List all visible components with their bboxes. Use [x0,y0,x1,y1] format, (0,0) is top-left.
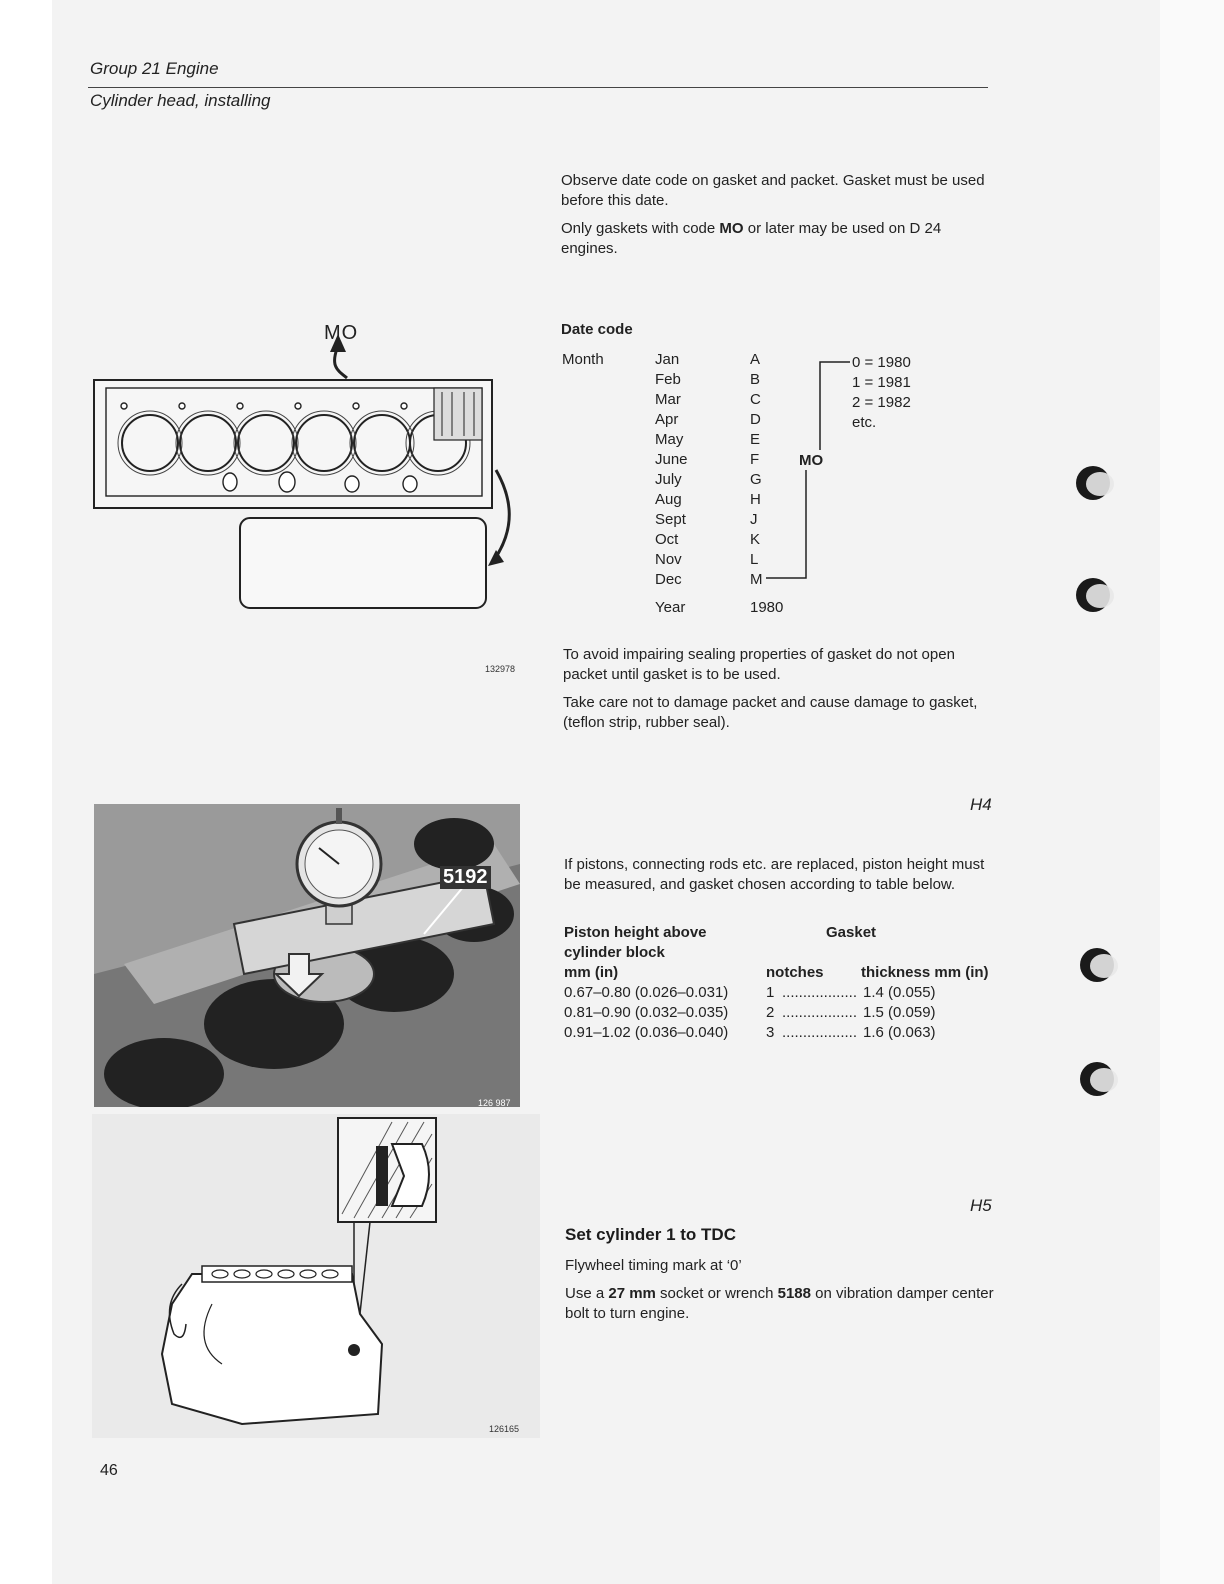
month-name: Oct [655,531,679,548]
figure-number: 126165 [489,1424,520,1434]
date-code-heading: Date code [561,321,633,338]
h5-paragraph-2: Use a 27 mm socket or wrench 5188 on vibration damper center bolt to turn engine. [565,1285,994,1322]
page-number: 46 [100,1462,118,1479]
header-rule [88,87,988,88]
month-name: June [655,451,688,468]
year-value: 1980 [750,599,784,616]
month-code: L [750,551,759,568]
month-name: Feb [655,371,681,388]
engine-tdc-figure [92,1114,540,1438]
month-name: July [655,471,682,488]
header-section: Cylinder head, installing [90,91,271,110]
month-code: G [750,471,762,488]
table-row-height: 0.67–0.80 (0.026–0.031) [564,984,729,1001]
month-name: May [655,431,684,448]
packet-paragraph-1: To avoid impairing sealing properties of gasket do not open packet until gasket is to be used. [563,646,955,683]
table-row-height: 0.91–1.02 (0.036–0.040) [564,1024,729,1041]
dial-gauge-illustration [94,804,520,1107]
table-row-leader: .................. [782,1024,858,1041]
intro-paragraph-2: Only gaskets with code MO or later may be used on D 24 engines. [561,220,942,257]
binder-hole [1080,1062,1114,1096]
tool-number-label: 5192 [440,866,491,889]
gasket-code-mo: MO [719,220,744,237]
binder-hole [1076,578,1110,612]
month-name: Dec [655,571,682,588]
step-label-h5: H5 [970,1196,992,1215]
figure-number: 132978 [485,664,516,674]
example-code: MO [799,452,824,469]
month-name: Nov [655,551,682,568]
table-row-thickness: 1.5 (0.059) [863,1004,936,1021]
month-name: Aug [655,491,682,508]
scan-margin-left [0,0,52,1584]
table-row-notches: 3 [766,1024,775,1041]
month-code: M [750,571,763,588]
packet-paragraph-2: Take care not to damage packet and cause damage to gasket, (teflon strip, rubber seal). [563,694,978,731]
step-label-h4: H4 [970,795,992,814]
year-code-0: 0 = 1980 [852,354,911,371]
table-row-notches: 2 [766,1004,775,1021]
month-code: E [750,431,761,448]
table-row-leader: .................. [782,1004,858,1021]
month-code: C [750,391,761,408]
table-row-leader: .................. [782,984,858,1001]
month-code: K [750,531,761,548]
year-label: Year [655,599,686,616]
date-code-connector-lines [760,360,850,585]
month-name: Jan [655,351,680,368]
month-code: J [750,511,758,528]
gasket-figure [92,318,522,678]
h5-heading: Set cylinder 1 to TDC [565,1225,736,1244]
month-name: Sept [655,511,686,528]
engine-drawing [92,1114,540,1438]
intro-paragraph-1: Observe date code on gasket and packet. Gasket must be used before this date. [561,172,985,209]
binder-hole [1076,466,1110,500]
dial-gauge-photo [94,804,520,1107]
table-row-notches: 1 [766,984,775,1001]
month-name: Apr [655,411,679,428]
date-code-callout: MO [324,322,359,344]
year-code-etc: etc. [852,414,877,431]
binder-hole [1080,948,1114,982]
month-code: B [750,371,761,388]
h4-paragraph: If pistons, connecting rods etc. are replaced, piston height must be measured, and gasket chosen according to table below. [564,856,985,893]
figure-number: 126 987 [478,1098,511,1108]
scan-margin-right [1160,0,1224,1584]
table-col-notches: notches [766,964,824,981]
month-code: H [750,491,761,508]
table-head-piston-1: Piston height above [564,924,707,941]
table-head-gasket: Gasket [826,924,877,941]
header-group: Group 21 Engine [90,59,219,78]
table-col-mm: mm (in) [564,964,619,981]
table-col-thickness: thickness mm (in) [861,964,989,981]
gasket-table [564,983,1004,1043]
h5-paragraph-1: Flywheel timing mark at ‘0’ [565,1257,742,1274]
month-code: D [750,411,761,428]
table-row-thickness: 1.6 (0.063) [863,1024,936,1041]
month-code: F [750,451,760,468]
table-head-piston-2: cylinder block [564,944,665,961]
table-row-thickness: 1.4 (0.055) [863,984,936,1001]
year-code-2: 2 = 1982 [852,394,911,411]
table-row-height: 0.81–0.90 (0.032–0.035) [564,1004,729,1021]
year-code-1: 1 = 1981 [852,374,911,391]
month-code: A [750,351,761,368]
gasket-drawing [92,318,522,678]
month-name: Mar [655,391,681,408]
month-label: Month [562,351,604,368]
